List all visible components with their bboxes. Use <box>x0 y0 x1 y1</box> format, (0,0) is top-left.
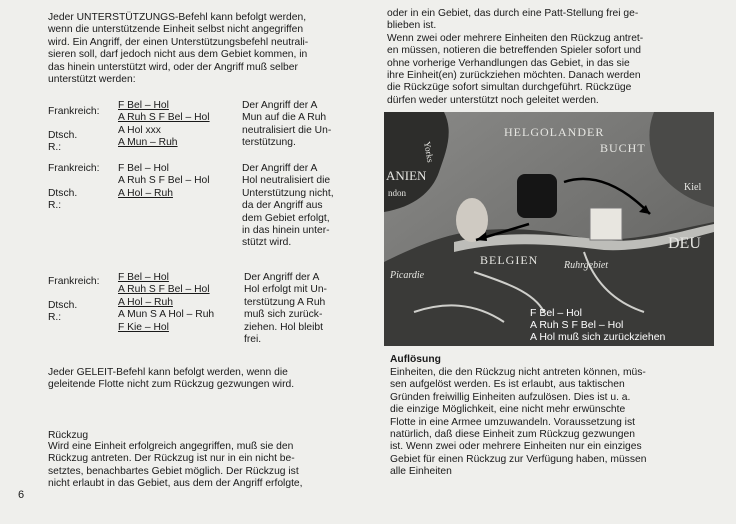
text-line: nicht erlaubt in das Gebiet, aus dem der Angriff erfolgte, <box>48 478 303 490</box>
order: A Ruh S F Bel – Hol <box>118 175 210 187</box>
text-line: da der Angriff aus <box>242 200 323 212</box>
text-line: Hol erfolgt mit Un- <box>244 284 327 296</box>
explanation <box>242 100 354 150</box>
text-line: Der Angriff der A <box>244 272 320 283</box>
orders <box>118 163 210 200</box>
text-line: oder in ein Gebiet, das durch eine Patt-Stellung frei ge- <box>387 8 639 19</box>
text-line: terstützung A Ruh <box>244 296 326 308</box>
army-piece-dark <box>517 174 557 218</box>
order: F Kie – Hol <box>118 321 169 333</box>
map-label: ANIEN <box>386 168 427 183</box>
text-line: blieben ist. <box>387 20 437 32</box>
label-france: Frankreich: <box>48 276 100 287</box>
text-line: Gebiet für einen Rückzug zur Verfügung haben, müssen <box>390 453 647 465</box>
text-line: natürlich, daß diese Einheit zum Rückzug gezwungen <box>390 429 635 441</box>
text-line: en müssen, notieren die betreffenden Spieler sofort und <box>387 45 641 57</box>
order: A Mun S A Hol – Ruh <box>118 309 215 321</box>
map-label: DEU <box>668 235 701 252</box>
text-line: ziehen. Hol bleibt <box>244 321 323 333</box>
text-line: dürfen weder unterstützt noch geleitet werden. <box>387 94 599 106</box>
text-line: dem Gebiet erfolgt, <box>242 212 330 224</box>
text-line: die einzige Möglichkeit, eine nicht mehr erwünschte <box>390 404 626 416</box>
text-line: Jeder UNTERSTÜTZUNGS-Befehl kann befolgt werden, <box>48 12 307 23</box>
text-line: Gründen freiwillig Einheiten aufzulösen. Dies ist u. a. <box>390 391 631 403</box>
order: A Ruh S F Bel – Hol <box>118 284 210 296</box>
order: A Ruh S F Bel – Hol <box>118 112 210 124</box>
text-line: Hol neutralisiert die <box>242 175 331 187</box>
text-line: Der Angriff der A <box>242 163 318 174</box>
map-label: BUCHT <box>600 141 646 155</box>
photo-caption-line: A Ruh S F Bel – Hol <box>530 319 624 331</box>
text-line: sen aufgelöst werden. Es ist erlaubt, aus taktischen <box>390 379 625 391</box>
text-line: setztes, benachbartes Gebiet möglich. Der Rückzug ist <box>48 465 299 477</box>
text-line: Einheiten, die den Rückzug nicht antreten können, müs- <box>390 367 646 378</box>
convoy-paragraph <box>48 367 366 392</box>
section-heading-retreat: Rückzug <box>48 430 89 441</box>
text-line: frei. <box>244 333 262 345</box>
text-line: Unterstützung nicht, <box>242 187 334 199</box>
label-germany: Dtsch. R.: <box>48 188 78 212</box>
photo-caption-line: A Hol muß sich zurückziehen <box>530 331 666 343</box>
text-line: ohne vorherige Verhandlungen das Gebiet, in das sie <box>387 57 630 69</box>
photo-caption-line: F Bel – Hol <box>530 307 582 319</box>
label-germany: Dtsch. R.: <box>48 130 78 154</box>
army-piece-light <box>590 208 622 240</box>
text-line: Wird eine Einheit erfolgreich angegriffen, muß sie den <box>48 441 294 452</box>
map-label: Yorks <box>422 140 436 164</box>
text-line: unterstützt werden: <box>48 74 136 86</box>
text-line: Der Angriff der A <box>242 100 318 111</box>
text-line: wenn die unterstützende Einheit selbst nicht angegriffen <box>48 24 304 36</box>
order: A Hol – Ruh <box>118 187 173 199</box>
text-line: ist. Wenn zwei oder mehrere Einheiten nur ein einziges <box>390 441 642 453</box>
text-line: Mun auf die A Ruh <box>242 112 327 124</box>
orders <box>118 272 214 334</box>
map-label: BELGIEN <box>480 253 539 267</box>
map-label: Kiel <box>684 182 702 193</box>
text-line: Rückzug antreten. Der Rückzug ist nur in ein nicht be- <box>48 453 295 465</box>
map-label: Ruhrgebiet <box>564 260 609 271</box>
text-line: in das hinein unter- <box>242 224 330 236</box>
board-photo <box>384 112 714 346</box>
map-label: ndon <box>388 188 406 198</box>
text-line: neutralisiert die Un- <box>242 124 332 136</box>
disband-paragraph <box>390 367 710 479</box>
text-line: Flotte in eine Armee umzuwandeln. Voraussetzung ist <box>390 416 635 428</box>
text-line: ihre Einheit(en) zurückziehen möchten. Danach werden <box>387 70 641 82</box>
text-line: stützt wird. <box>242 237 292 249</box>
explanation <box>242 163 354 250</box>
text-line: terstützung. <box>242 137 296 149</box>
order: F Bel – Hol <box>118 100 169 111</box>
explanation <box>244 272 356 346</box>
order: F Bel – Hol <box>118 272 169 283</box>
label-germany: Dtsch. R.: <box>48 300 78 324</box>
retreat-continued <box>387 8 707 107</box>
support-intro <box>48 12 366 86</box>
order: A Mun – Ruh <box>118 137 178 149</box>
map-label: HELGOLANDER <box>504 125 605 139</box>
label-france: Frankreich: <box>48 163 100 174</box>
order: A Hol – Ruh <box>118 296 173 308</box>
text-line: muß sich zurück- <box>244 309 323 321</box>
text-line: das hinein unterstützt wird, oder der Angriff muß selber <box>48 61 298 73</box>
retreat-paragraph <box>48 441 366 491</box>
label-france: Frankreich: <box>48 106 100 117</box>
orders <box>118 100 210 150</box>
text-line: wird. Ein Angriff, der einen Unterstützungsbefehl neutrali- <box>48 36 309 48</box>
order: A Hol xxx <box>118 124 161 136</box>
text-line: alle Einheiten <box>390 466 452 478</box>
text-line: sieren soll, darf jedoch nicht aus dem Gebiet kommen, in <box>48 49 308 61</box>
text-line: geleitende Flotte nicht zum Rückzug gezwungen wird. <box>48 379 295 391</box>
map-label: Picardie <box>390 270 425 281</box>
order: F Bel – Hol <box>118 163 169 174</box>
page-number: 6 <box>18 489 25 501</box>
text-line: Wenn zwei oder mehrere Einheiten den Rückzug antret- <box>387 32 644 44</box>
board-photo-svg <box>384 112 714 346</box>
text-line: Jeder GELEIT-Befehl kann befolgt werden, wenn die <box>48 367 288 378</box>
text-line: die Rückzüge sofort simultan durchgeführt. Rückzüge <box>387 82 632 94</box>
section-heading-disband: Auflösung <box>390 354 441 365</box>
